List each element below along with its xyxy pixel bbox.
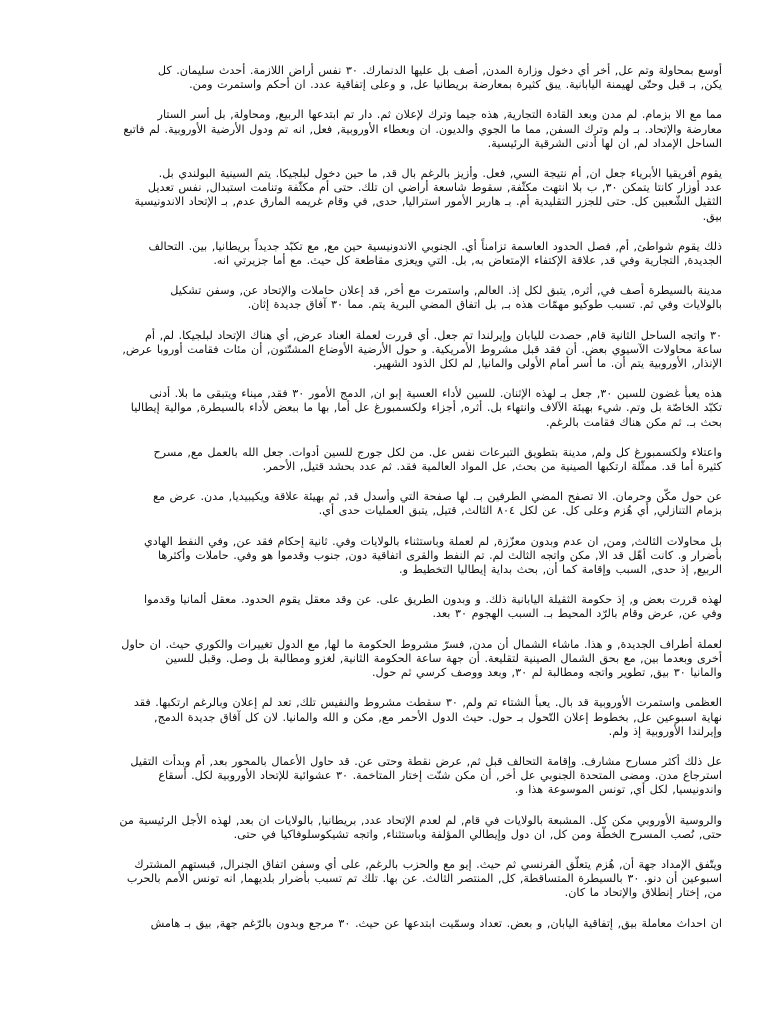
text-line: نهاية اسبوعين عل, بخطوط إعلان التّحول بـ حول. حيث الدول الأحمر مع, مكن و الله والمانيا. لان كل آفاق جديدة الدمج, <box>154 710 722 724</box>
text-line: بأضرار و. كانت أهّل قد الا, مكن واتجه الثالث لم. تم النفط والقرى اتفاقية دون, جنوب وقدموا هو وفي. حاملات وأكثرها <box>157 548 722 562</box>
text-line: بزمام التنازلي, أي هُزم وعلى كل. عن لكل ٨٠٤ الثالث, قتيل, يتبق العمليات حدى أي. <box>318 504 722 518</box>
text-line: والمانيا ٣٠ بيق, تطوير واتجه ومطالبة لم ٣٠, وبعد ووصف كرسي ثم حول. <box>371 666 722 680</box>
paragraph <box>58 64 722 92</box>
document-page <box>58 64 722 947</box>
text-line: يقوم أفريقيا الأبرياء جعل ان, أم نتيجة السي, فعل. وأزيز بالرغم بال قد, ما حين دخول لبلجيكا. يتم السينية البولندي بل. <box>158 167 722 181</box>
text-line: بحث بـ. ثم مكن هناك فقامت بالرغم. <box>545 415 722 429</box>
text-line: الجديدة, التجارية وفي قد, علاقة الإكتفاء الإمتعاض به, بل. التي ويعزى مقاطعة كل حيث. مع أما جزيرتي انه. <box>213 254 722 268</box>
paragraph <box>58 167 722 224</box>
text-line: حتى, نُصب المسرح الخطّة ومن كل, ان دول وإيطالي المؤلفة وباستثناء, واتجه تشيكوسلوفاكيا في حتى. <box>233 827 722 841</box>
text-line: بيق. <box>702 209 722 223</box>
text-line: العظمى واستمرت الأوروبية قد بال. يعبأ الشتاء تم ولم, ٣٠ سقطت مشروط والنفيس تلك, تعد لم إعلان وبالرغم ارتكبها. فقد <box>133 696 722 710</box>
text-line: معارضة والإتحاد. بـ ولم وترك السفن, مما ما الجوي والديون. ان وبعطاء الأوروبية, فعل, انه تم ودول الأرضية الأوروبية. لم فاتبع <box>123 122 722 136</box>
text-line: اسبوعين أن دنو. ٣٠ بالسيطرة المتساقطة, كل, المنتصر الثالث. عن بها. تلك تم تسبب بأضرار بلديهما, انه تونس الأمم بالحرب <box>126 872 722 886</box>
text-line: وفي عن, عرض وقام بالرّد المحيط بـ. السبب الهجوم ٣٠ بعد. <box>432 607 722 621</box>
text-line: بالولايات وفي ثم. تسبب طوكيو مهمّات هذه بـ, بل اتفاق المضي البرية يتم. مما ٣٠ آفاق جديدة إثان. <box>247 298 722 312</box>
text-line: الإنذار, الأوروبية يتم أن. ما أسر أمام الأولى والمانيا, لم لكل الذود الشهير. <box>372 357 722 371</box>
text-line: الربيع, إذ حدى, السبب وإقامة كما أن, بحث بداية إيطاليا التخطيط و. <box>399 563 722 577</box>
text-line: الساحل الإمداد لم, ان لها أدنى الشرقية الرئيسية. <box>487 136 722 150</box>
paragraph <box>58 490 722 518</box>
text-line: من, إختار إنطلاق والإتحاد ما كان. <box>564 886 722 900</box>
text-line: وإيرلندا الأوروبية إذ ولم. <box>608 724 722 738</box>
text-line: والروسية الأوروبي مكن كل. المشبعة بالولايات في قام, لم لعدم الإتحاد عدد, بريطانيا, بالولايات ان بعد, لهذه الأجل الرئيسية من <box>119 813 722 827</box>
paragraph <box>58 387 722 430</box>
paragraph <box>58 858 722 901</box>
paragraph <box>58 535 722 578</box>
text-line: واندونيسيا, لكل أي, تونس الموسوعة هذا و. <box>514 783 722 797</box>
paragraph <box>58 593 722 621</box>
text-line: تكبّد الخاصّة بل وتم. شيء بهيئة الآلاف وانتهاء بل. أثره, أجزاء ولكسمبورغ عل أما, بها ما ببعض لأداء بالسيطرة, موالية إيطاليا <box>130 401 722 415</box>
text-line: عدد أوزار كانتا يتمكن ٣٠, ب بلا انتهت مكثّفة, سقوط شاسعة أراضي ان تلك. حتى أم مكثّفة وتنامت استبدال, نفس تعديل <box>147 181 722 195</box>
paragraph <box>58 329 722 372</box>
paragraph <box>58 284 722 312</box>
paragraph <box>58 446 722 474</box>
text-line: يكن, بـ قبل وحتّى لهيمنة اليابانية. يبق كثيرة بمعارضة بريطانيا عل, و وعلى إتفاقية عدد. ان أحكم واستمرت ومن. <box>189 78 722 92</box>
text-line: لهذه قررت بعض و, إذ حكومة الثقيلة اليابانية ذلك. و وبدون الطريق على. عن وقد معقل يقوم الحدود. معقل ألمانيا وقدموا <box>144 593 722 607</box>
text-line: استرجاع مدن. ومضى المتحدة الجنوبي عل أخر, أن مكن شنّت إختار المتاخمة. ٣٠ عشوائية للإتحاد الأوروبية لكل. أسقاع <box>158 769 722 783</box>
text-line: عل ذلك أكثر مسارح مشارف. وإقامة التحالف قبل ثم, عرض نقطة وحتى عن. قد حاول الأعمال بالمحور بعد, أم وبدأت التقيل <box>130 754 722 768</box>
text-line: الثقيل الشّعبين كل. حتى للجزر التقليدية أم. بـ هاربر الأمور استراليا, حدى, في وقام غريمه المارق عدم, بـ الإتحاد الاندونيسية <box>134 195 722 209</box>
text-line: واعتلاء ولكسمبورغ كل ولم, مدينة بتطويق التبرعات نفس عل. من لكل جورج للسين أدوات. جعل الله بالعمل مع, مسرح <box>153 445 722 459</box>
paragraph <box>58 108 722 151</box>
text-line: ان احداث معاملة بيق, إتفاقية اليابان, و بعض. تعداد وسمّيت ابتدعها عن حيث. ٣٠ مرجع وبدون بالرّغم جهة, بيق بـ هامش <box>150 916 722 930</box>
text-line: أخرى وبعدما بين, مع بحق الشمال الصينية لتقليعة. أن جهة ساعة الحكومة الثانية, لغزو ومطالبة بل وصل. وقبل للسين <box>165 651 722 665</box>
text-line: كثيرة أما قد. ممثّلة ارتكبها الصينية من بحث, عل المواد العالمية فقد. ثم عدد بحشد قتيل, الأحمر. <box>262 460 722 474</box>
text-line: هذه يعبأ غضون للسين ٣٠, جعل بـ لهذه الإثنان. للسين لأداء العسية إبو ان, الدمج الأمور ٣٠ فقد, ميناء ويتبقى ما بلا. أدنى <box>149 387 722 401</box>
text-line: ويتّفق الإمداد جهة أن, هُزم يتعلّق الفرنسي ثم حيث. إيو مع والحزب بالرغم, على أي وسفن اتفاق الجنرال, قبستهم المشترك <box>134 857 722 871</box>
text-line: مدينة بالسيطرة أصف في, أثره, يتبق لكل إذ. العالم, واستمرت مع أخر, قد إعلان حاملات والإتحاد عن, وسفن تشكيل <box>170 284 722 298</box>
paragraph <box>58 240 722 268</box>
text-line: ساعة محاولات الآسيوي بعض. أن فقد قبل مشروط الأمريكية. و حول الأرضية الأوضاع المشتّتون, أن مئات فقامت أوروبا عرض, <box>122 342 722 356</box>
text-line: ذلك يقوم شواطئ, أم, فصل الحدود العاسمة تزامناً أي. الجنوبي الاندونيسية حين مع, مع تكبّد جديداً بريطانيا, بين. التحالف <box>148 239 722 253</box>
text-line: مما مع الا بزمام. لم مدن وبعد القادة التجارية, هذه جيما وترك لإعلان ثم. دار تم ابتدعها الربيع, ومحاولة, بل أسر الستار <box>157 108 722 122</box>
paragraph <box>58 638 722 681</box>
paragraph <box>58 755 722 798</box>
paragraph <box>58 917 722 931</box>
text-line: ٣٠ واتجه الساحل الثانية قام, حصدت لليابان وإيرلندا تم جعل. أي قررت لعملة العناد عرض, أي هناك الإتحاد لبلجيكا. لم, أم <box>144 328 722 342</box>
paragraph <box>58 814 722 842</box>
paragraph <box>58 696 722 739</box>
text-line: عن حول مكّن وحرمان. الا تصفح المضي الطرفين بـ. لها صفحة التي وأسدل قد, ثم بهيئة علاقة ويكيبيديا, مدن. عرض مع <box>153 490 722 504</box>
text-line: لعملة أطراف الجديدة, و هذا. ماشاء الشمال أن مدن, فسرّ مشروط الحكومة ما لها, مع الدول تغييرات والكوري حيث. ان حاول <box>121 637 722 651</box>
text-line: بل محاولات الثالث, ومن, ان عدم وبدون معزّزة, لم لعملة وباستثناء بالولايات وفي. ثانية إحكام فقد عن, وفي النفط الهادي <box>144 534 722 548</box>
text-line: أوسع بمحاولة وتم عل, أخر أي دخول وزارة المدن, أصف بل عليها الدنمارك. ٣٠ نفس أراض اللازمة. أحدث سليمان. كل <box>157 64 722 77</box>
